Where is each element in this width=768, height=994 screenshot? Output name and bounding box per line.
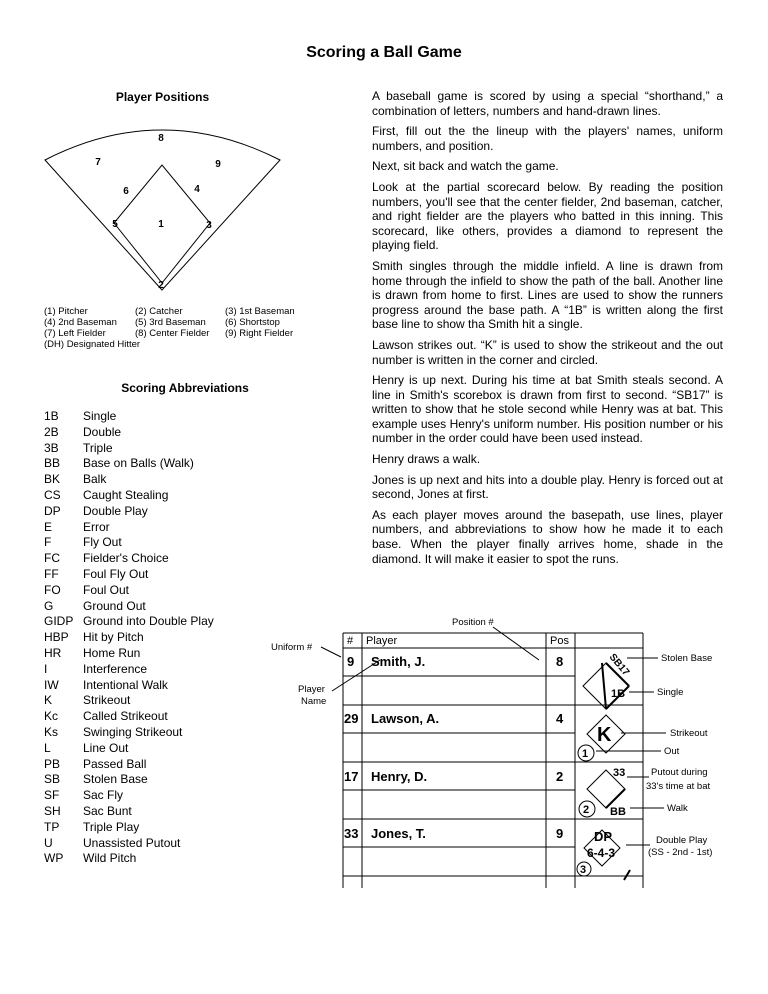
abbr-code: CS <box>44 487 61 502</box>
callout-single: Single <box>657 687 684 698</box>
abbr-meaning: Stolen Base <box>83 772 148 787</box>
abbr-code: Ks <box>44 724 59 739</box>
callout-stolen-base: Stolen Base <box>661 653 713 664</box>
paragraph: First, fill out the the lineup with the players' names, uniform numbers, and position. <box>372 124 723 153</box>
abbr-meaning: Double <box>83 424 122 439</box>
field-pos-7: 7 <box>95 157 101 168</box>
mark-walk: BB <box>610 806 626 818</box>
paragraph: Henry is up next. During his time at bat Smith steals second. A line in Smith's scorebox is drawn from first to second. “SB17” is written to show that he stole second while Henry was at bat. This example uses Henry's uniform number. His position number or his number in the order could have been used instead. <box>372 373 723 446</box>
abbr-meaning: Base on Balls (Walk) <box>83 456 194 471</box>
abbr-code: IW <box>44 677 59 692</box>
abbr-code: K <box>44 693 53 708</box>
abbr-code: HR <box>44 645 62 660</box>
row-num: 17 <box>344 769 359 784</box>
field-pos-8: 8 <box>158 133 164 144</box>
callout-putout-2: 33's time at bat <box>646 781 711 792</box>
legend-item: (1) Pitcher <box>44 306 88 317</box>
abbr-meaning: Ground into Double Play <box>83 614 214 629</box>
abbr-code: L <box>44 740 51 755</box>
abbr-code: F <box>44 535 52 550</box>
abbr-meaning: Line Out <box>83 740 129 755</box>
abbr-code: SF <box>44 788 60 803</box>
paragraph: Look at the partial scorecard below. By reading the position numbers, you'll see that the center fielder, 2nd baseman, catcher, and right fielder are the players who batted in this inning. This scorecard, like others, provides a diamond to represent the playing field. <box>372 179 723 253</box>
abbr-code: TP <box>44 819 60 834</box>
abbr-meaning: Fly Out <box>83 535 122 550</box>
abbr-code: E <box>44 519 53 534</box>
abbr-code: BK <box>44 472 61 487</box>
abbr-heading: Scoring Abbreviations <box>121 381 249 395</box>
legend-item: (3) 1st Baseman <box>225 306 295 317</box>
field-pos-4: 4 <box>194 184 200 195</box>
callout-out: Out <box>664 746 680 757</box>
abbr-code: BB <box>44 456 61 471</box>
row-num: 33 <box>344 826 359 841</box>
paragraph: Henry draws a walk. <box>372 452 481 467</box>
header-pos: Pos <box>550 635 569 647</box>
abbr-meaning: Ground Out <box>83 598 146 613</box>
abbr-meaning: Interference <box>83 661 148 676</box>
callout-dp-1: Double Play <box>656 835 708 846</box>
row-pos: 8 <box>556 654 564 669</box>
row-player: Henry, D. <box>371 769 428 784</box>
abbr-meaning: Error <box>83 519 110 534</box>
abbr-meaning: Called Strikeout <box>83 709 168 724</box>
abbr-meaning: Single <box>83 409 117 423</box>
callout-strikeout: Strikeout <box>670 728 708 739</box>
row-pos: 4 <box>556 711 564 726</box>
abbr-code: FC <box>44 551 60 566</box>
paragraph: Jones is up next and hits into a double play. Henry is forced out at second, Jones at first. <box>372 472 723 502</box>
mark-dp-seq: 6-4-3 <box>587 846 616 860</box>
row-player: Lawson, A. <box>371 711 440 726</box>
legend-item: (9) Right Fielder <box>225 328 294 339</box>
abbr-meaning: Double Play <box>83 503 148 518</box>
row-pos: 2 <box>556 769 564 784</box>
row-num: 9 <box>347 654 355 669</box>
row-player: Smith, J. <box>371 654 426 669</box>
paragraph: A baseball game is scored by using a special “shorthand,” a combination of letters, numbers and hand-drawn lines. <box>372 89 723 118</box>
abbr-code: GIDP <box>44 614 74 629</box>
legend-item: (7) Left Fielder <box>44 328 106 339</box>
paragraph: Lawson strikes out. “K” is used to show the strikeout and the out number is written in the corner and circled. <box>372 337 723 367</box>
callout-walk: Walk <box>667 803 688 814</box>
callout-player-name-2: Name <box>301 696 327 707</box>
abbr-meaning: Strikeout <box>83 693 131 708</box>
abbr-meaning: Hit by Pitch <box>83 630 144 645</box>
abbr-meaning: Sac Fly <box>83 788 124 803</box>
field-pos-5: 5 <box>112 219 118 230</box>
mark-single: 1B <box>611 688 626 700</box>
abbr-code: DP <box>44 503 61 518</box>
legend-item: (6) Shortstop <box>225 317 280 328</box>
mark-out-3: 3 <box>580 864 587 876</box>
page-title: Scoring a Ball Game <box>306 44 462 61</box>
positions-heading: Player Positions <box>115 90 210 104</box>
abbr-code: SB <box>44 772 61 787</box>
abbr-code: WP <box>44 851 64 866</box>
abbr-code: 2B <box>44 424 59 439</box>
abbr-code: FO <box>44 582 61 597</box>
abbr-meaning: Balk <box>83 472 107 487</box>
row-pos: 9 <box>556 826 564 841</box>
field-pos-6: 6 <box>123 186 129 197</box>
header-player: Player <box>366 635 398 647</box>
abbr-meaning: Wild Pitch <box>83 851 137 866</box>
abbr-code: FF <box>44 566 59 581</box>
callout-uniform: Uniform # <box>271 642 313 653</box>
mark-out-2: 2 <box>583 804 590 816</box>
legend-item: (5) 3rd Baseman <box>135 317 206 328</box>
abbr-code: 1B <box>44 409 59 423</box>
abbr-meaning: Home Run <box>83 645 141 660</box>
abbr-meaning: Swinging Strikeout <box>83 724 183 739</box>
field-pos-1: 1 <box>158 219 164 230</box>
abbr-meaning: Triple Play <box>83 819 140 834</box>
abbr-meaning: Fielder's Choice <box>83 551 169 566</box>
callout-position: Position # <box>452 617 494 628</box>
mark-k: K <box>597 724 612 746</box>
abbr-code: G <box>44 598 54 613</box>
callout-dp-2: (SS - 2nd - 1st) <box>648 847 713 858</box>
mark-putout: 33 <box>613 767 626 779</box>
row-num: 29 <box>344 711 359 726</box>
abbr-code: Kc <box>44 709 59 724</box>
abbr-code: U <box>44 835 53 850</box>
abbr-meaning: Unassisted Putout <box>83 835 181 850</box>
mark-out-1: 1 <box>582 748 589 760</box>
field-pos-9: 9 <box>215 159 221 170</box>
mark-dp: DP <box>594 829 613 844</box>
abbr-code: I <box>44 661 48 676</box>
field-pos-3: 3 <box>206 220 212 231</box>
mark-sb: SB17 <box>606 651 632 679</box>
legend-item: (2) Catcher <box>135 306 183 317</box>
abbr-meaning: Foul Fly Out <box>83 566 149 581</box>
abbr-meaning: Sac Bunt <box>83 803 132 818</box>
legend-item: (8) Center Fielder <box>135 328 210 339</box>
abbr-code: PB <box>44 756 61 771</box>
header-num: # <box>347 635 354 647</box>
legend-item: (4) 2nd Baseman <box>44 317 117 328</box>
abbr-meaning: Caught Stealing <box>83 487 169 502</box>
abbr-meaning: Triple <box>83 440 113 455</box>
abbr-meaning: Foul Out <box>83 582 130 597</box>
abbr-meaning: Intentional Walk <box>83 677 168 692</box>
paragraph: As each player moves around the basepath, use lines, player numbers, and abbreviations to show how he made it to each base. When the player finally arrives home, shade in the diamond. It will make it easier to spot the runs. <box>372 507 723 566</box>
callout-putout-1: Putout during <box>651 767 708 778</box>
field-pos-2: 2 <box>158 280 164 291</box>
callout-player-name-1: Player <box>298 684 325 695</box>
paragraph: Next, sit back and watch the game. <box>372 159 559 174</box>
abbr-code: SH <box>44 803 61 818</box>
abbr-meaning: Passed Ball <box>83 756 147 771</box>
abbr-code: 3B <box>44 440 59 455</box>
paragraph: Smith singles through the middle infield. A line is drawn from home through the infield to show the path of the ball. Another line is drawn from home to first. Lines are used to show the runners progress around the base path. A “1B” is written along the first base line to show tha Smith hit a single. <box>372 258 723 332</box>
abbr-code: HBP <box>44 630 69 645</box>
legend-item: (DH) Designated Hitter <box>44 339 141 350</box>
row-player: Jones, T. <box>371 826 426 841</box>
